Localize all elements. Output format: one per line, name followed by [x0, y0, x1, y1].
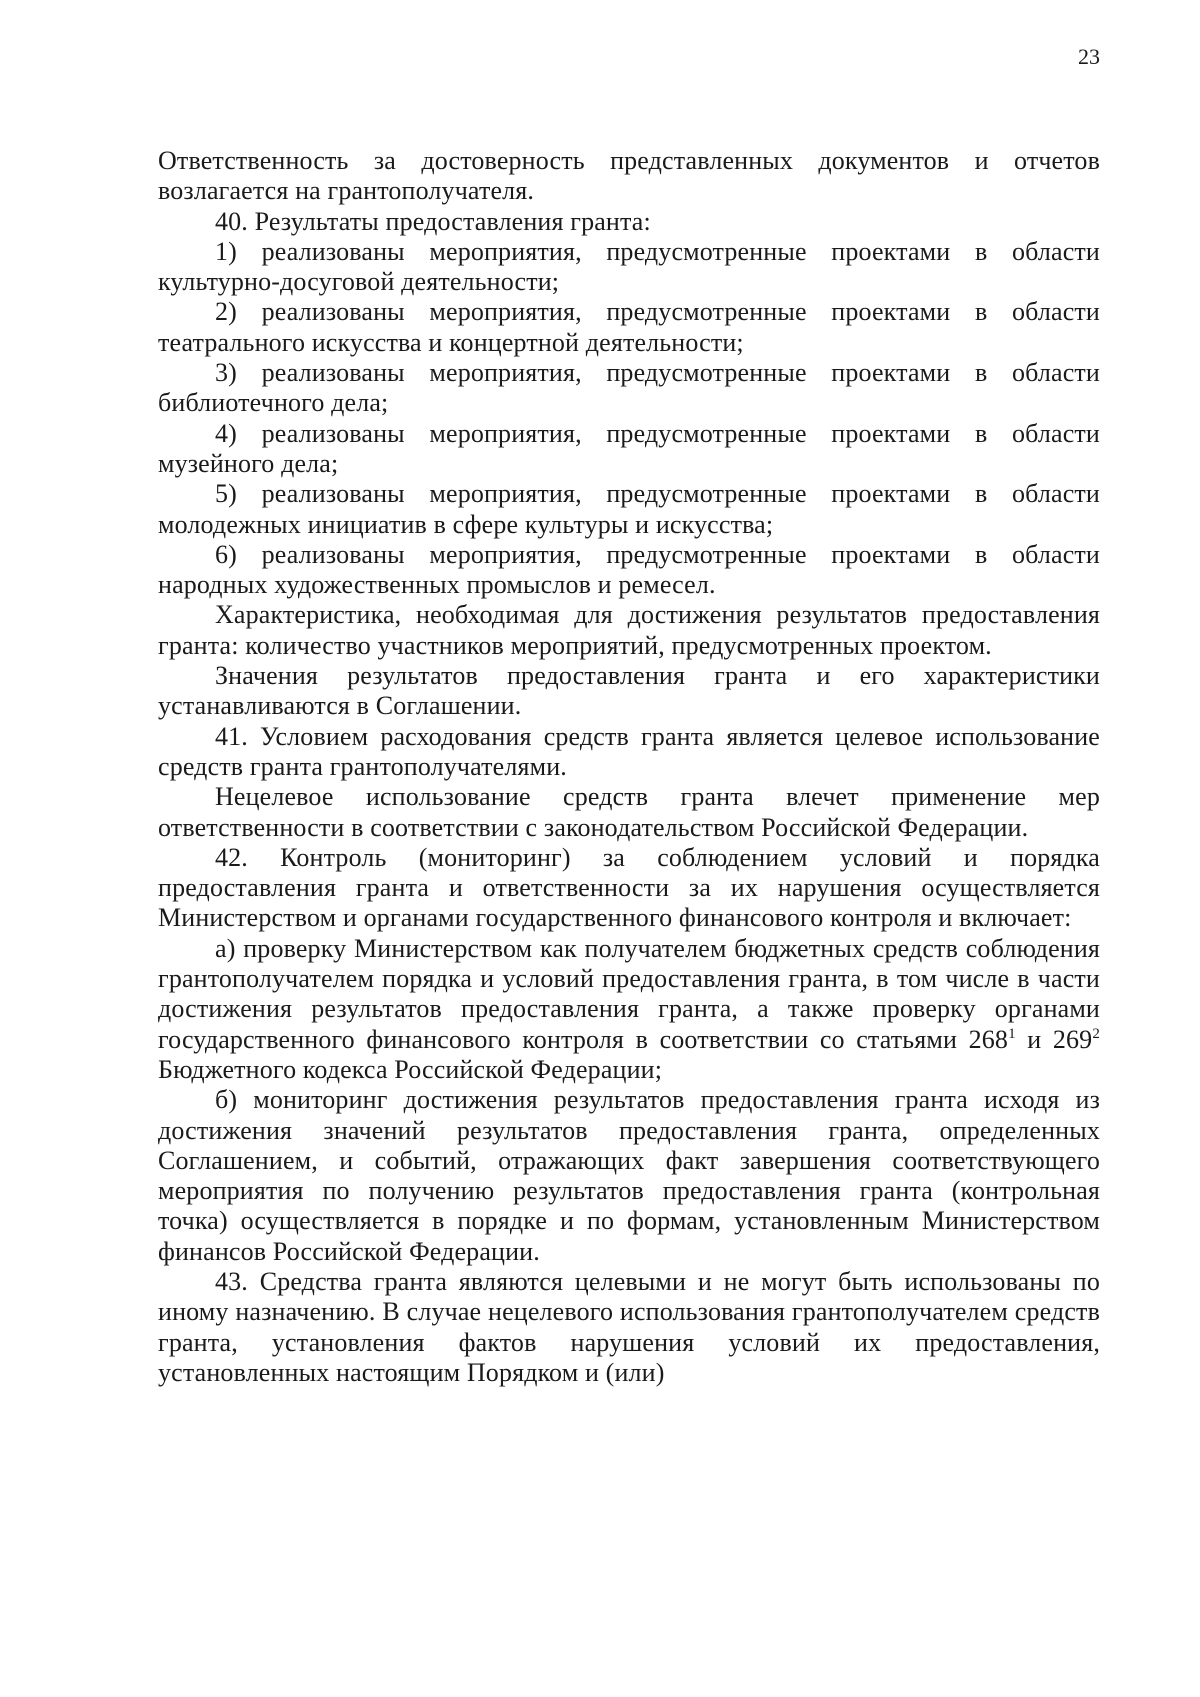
paragraph-responsibility: Ответственность за достоверность представленных документов и отчетов возлагается на грантополучателя.	[158, 146, 1100, 206]
paragraph-values: Значения результатов предоставления гранта и его характеристики устанавливаются в Соглашении.	[158, 661, 1100, 721]
footnote-superscript: 1	[1008, 1025, 1016, 1042]
list-item-a-text: и 269	[1015, 1024, 1093, 1054]
list-item-5: 5) реализованы мероприятия, предусмотренные проектами в области молодежных инициатив в сфере культуры и искусства;	[158, 479, 1100, 539]
list-item-1: 1) реализованы мероприятия, предусмотренные проектами в области культурно-досуговой деятельности;	[158, 236, 1100, 297]
list-item-b: б) мониторинг достижения результатов предоставления гранта исходя из достижения значений результатов предоставления гранта, определенных Соглашением, и событий, отражающих факт завершения соответствующего мероприятия по получению результатов предоставления гранта (контрольная точка) осуществляется в порядке и по формам, установленным Министерством финансов Российской Федерации.	[158, 1085, 1100, 1266]
paragraph-characteristic: Характеристика, необходимая для достижения результатов предоставления гранта: количество участников мероприятий, предусмотренных проектом.	[158, 600, 1100, 660]
footnote-superscript: 2	[1092, 1025, 1100, 1042]
list-item-a	[158, 934, 1100, 1085]
paragraph-misuse: Нецелевое использование средств гранта влечет применение мер ответственности в соответствии с законодательством Российской Федерации.	[158, 782, 1100, 842]
paragraph-42: 42. Контроль (мониторинг) за соблюдением условий и порядка предоставления гранта и ответственности за их нарушения осуществляется Министерством и органами государственного финансового контроля и включает:	[158, 842, 1100, 933]
paragraph-41: 41. Условием расходования средств гранта является целевое использование средств гранта грантополучателями.	[158, 721, 1100, 781]
paragraph-43: 43. Средства гранта являются целевыми и не могут быть использованы по иному назначению. В случае нецелевого использования грантополучателем средств гранта, установления фактов нарушения условий их предоставления, установленных настоящим Порядком и (или)	[158, 1266, 1100, 1387]
list-item-a-text: Бюджетного кодекса Российской Федерации;	[158, 1054, 663, 1084]
list-item-2: 2) реализованы мероприятия, предусмотренные проектами в области театрального искусства и концертной деятельности;	[158, 297, 1100, 357]
list-item-3: 3) реализованы мероприятия, предусмотренные проектами в области библиотечного дела;	[158, 358, 1100, 418]
list-item-a-text: а) проверку Министерством как получателем бюджетных средств соблюдения грантополучателем порядка и условий предоставления гранта, в том числе в части достижения результатов предоставления гранта, а также проверку органами государственного финансового контроля в соответствии со статьями 268	[158, 933, 1100, 1054]
document-body	[158, 146, 1100, 1388]
paragraph-40-heading: 40. Результаты предоставления гранта:	[215, 206, 651, 236]
list-item-6: 6) реализованы мероприятия, предусмотренные проектами в области народных художественных промыслов и ремесел.	[158, 539, 1100, 600]
list-item-4: 4) реализованы мероприятия, предусмотренные проектами в области музейного дела;	[158, 418, 1100, 478]
page-number: 23	[1078, 44, 1100, 69]
